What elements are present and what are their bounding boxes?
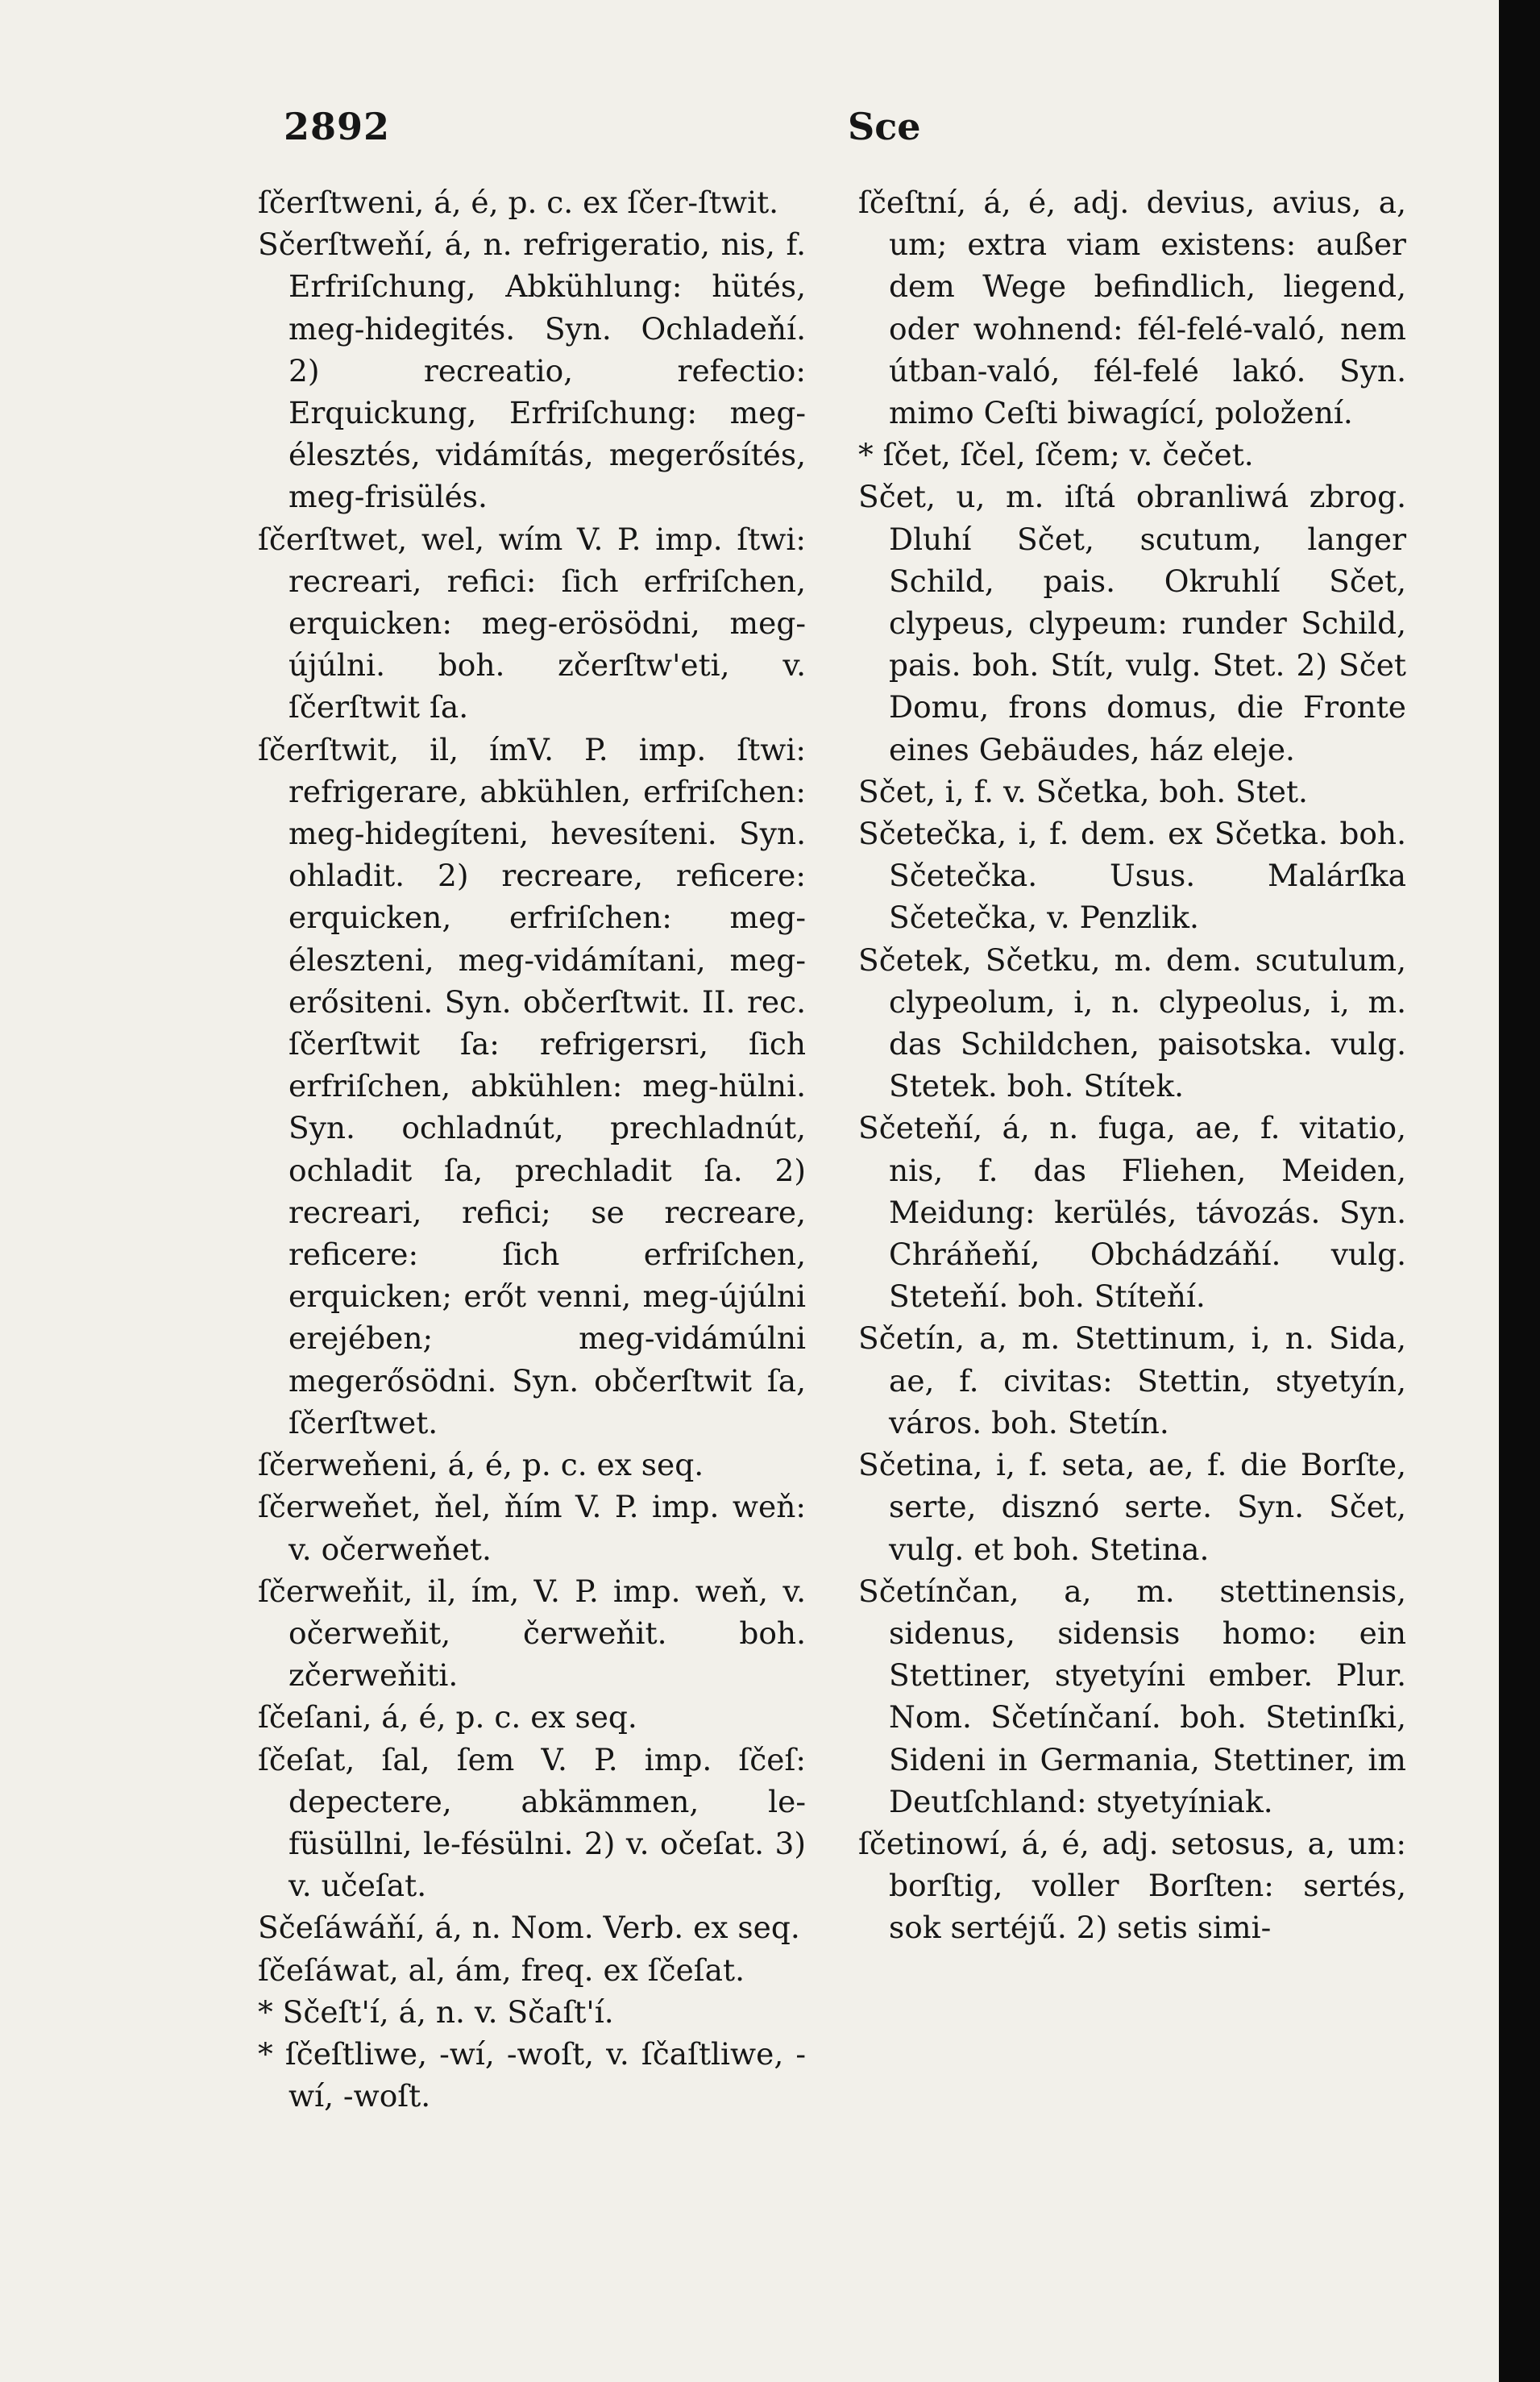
dictionary-entry: ſčerweňeni, á, é, p. c. ex seq. [258, 1447, 704, 1483]
dictionary-entry: ſčerſtwet, wel, wím V. P. imp. ſtwi: recreari, refici: ſich erfriſchen, erquicken: meg-erösödni, meg-újúlni. boh. zčerſtw'eti, v. ſčerſtwit ſa. [258, 521, 806, 725]
running-head: Sce [848, 105, 921, 148]
left-column [258, 181, 806, 2117]
page-header [284, 105, 1160, 161]
dictionary-entry: Sčeteňí, á, n. fuga, ae, f. vitatio, nis, f. das Fliehen, Meiden, Meidung: kerülés, távozás. Syn. Chráňeňí, Obchádzáňí. vulg. Steteňí. boh. Stíteňí. [858, 1110, 1406, 1315]
dictionary-entry: Sčet, i, f. v. Sčetka, boh. Stet. [858, 773, 1308, 809]
dictionary-entry: Sčet, u, m. iſtá obranliwá zbrog. Dluhí Sčet, scutum, langer Schild, pais. Okruhlí Sčet, clypeus, clypeum: runder Schild, pais. boh. Stít, vulg. Stet. 2) Sčet Domu, frons domus, die Fronte eines Gebäudes, ház eleje. [858, 479, 1406, 767]
dictionary-entry: ſčerſtweni, á, é, p. c. ex ſčer-ſtwit. [258, 185, 779, 220]
dictionary-entry: * ſčeſtliwe, -wí, -woſt, v. ſčaſtliwe, -wí, -woſt. [258, 2035, 806, 2114]
dictionary-entry: * Sčeſt'í, á, n. v. Sčaſt'í. [258, 1993, 614, 2030]
dictionary-entry: ſčeſtní, á, é, adj. devius, avius, a, um; extra viam existens: außer dem Wege befindlich, liegend, oder wohnend: fél-felé-való, nem útban-való, fél-felé lakó. Syn. mimo Ceſti biwagící, položení. [858, 185, 1406, 431]
page-number: 2892 [284, 105, 391, 148]
dictionary-entry: ſčerſtwit, il, ímV. P. imp. ſtwi: refrigerare, abkühlen, erfriſchen: meg-hidegíteni, hevesíteni. Syn. ohladit. 2) recreare, reficere: erquicken, erfriſchen: meg-éleszteni, meg-vidámítani, meg-erősiteni. Syn. občerſtwit. II. rec. ſčerſtwit ſa: refrigersri, ſich erfriſchen, abkühlen: meg-hülni. Syn. ochladnút, prechladnút, ochladit ſa, prechladit ſa. 2) recreari, refici; se recreare, reficere: ſich erfriſchen, erquicken; erőt venni, meg-újúlni erejében; meg-vidámúlni megerősödni. Syn. občerſtwit ſa, ſčerſtwet. [258, 731, 806, 1440]
dictionary-entry: Sčetina, i, f. seta, ae, f. die Borſte, serte, disznó serte. Syn. Sčet, vulg. et boh. Stetina. [858, 1447, 1406, 1567]
dictionary-entry: ſčetinowí, á, é, adj. setosus, a, um: borſtig, voller Borſten: sertés, sok sertéjű. 2) setis simi- [858, 1825, 1406, 1946]
dictionary-entry: ſčerweňit, il, ím, V. P. imp. weň, v. očerweňit, čerweňit. boh. zčerweňiti. [258, 1573, 806, 1694]
dictionary-entry: Sčeſáwáňí, á, n. Nom. Verb. ex seq. [258, 1910, 800, 1946]
dictionary-entry: * ſčet, ſčel, ſčem; v. čečet. [858, 437, 1254, 473]
dictionary-entry: Sčetín, a, m. Stettinum, i, n. Sida, ae, f. civitas: Stettin, styetyín, város. boh. Stetín. [858, 1320, 1406, 1440]
right-column [858, 181, 1406, 1949]
dictionary-entry: ſčeſáwat, al, ám, freq. ex ſčeſat. [258, 1952, 745, 1988]
dictionary-entry: ſčeſat, ſal, ſem V. P. imp. ſčeſ: depectere, abkämmen, le-füsüllni, le-fésülni. 2) v. očeſat. 3) v. učeſat. [258, 1741, 806, 1904]
dictionary-entry: Sčetek, Sčetku, m. dem. scutulum, clypeolum, i, n. clypeolus, i, m. das Schildchen, paisotska. vulg. Stetek. boh. Stítek. [858, 942, 1406, 1104]
dictionary-entry: Sčetečka, i, f. dem. ex Sčetka. boh. Sčetečka. Usus. Malárſka Sčetečka, v. Penzlik. [858, 816, 1406, 936]
dictionary-entry: Sčerſtweňí, á, n. refrigeratio, nis, f. Erfriſchung, Abkühlung: hütés, meg-hidegités. Syn. Ochladeňí. 2) recreatio, refectio: Erquickung, Erfriſchung: meg-élesztés, vidámítás, megerősítés, meg-frisülés. [258, 227, 806, 515]
dictionary-entry: ſčerweňet, ňel, ňím V. P. imp. weň: v. očerweňet. [258, 1489, 806, 1567]
dictionary-entry: ſčeſani, á, é, p. c. ex seq. [258, 1699, 637, 1736]
dictionary-entry: Sčetínčan, a, m. stettinensis, sidenus, sidensis homo: ein Stettiner, styetyíni ember. Plur. Nom. Sčetínčaní. boh. Stetinſki, Sideni in Germania, Stettiner, im Deutſchland: styetyíniak. [858, 1573, 1406, 1819]
